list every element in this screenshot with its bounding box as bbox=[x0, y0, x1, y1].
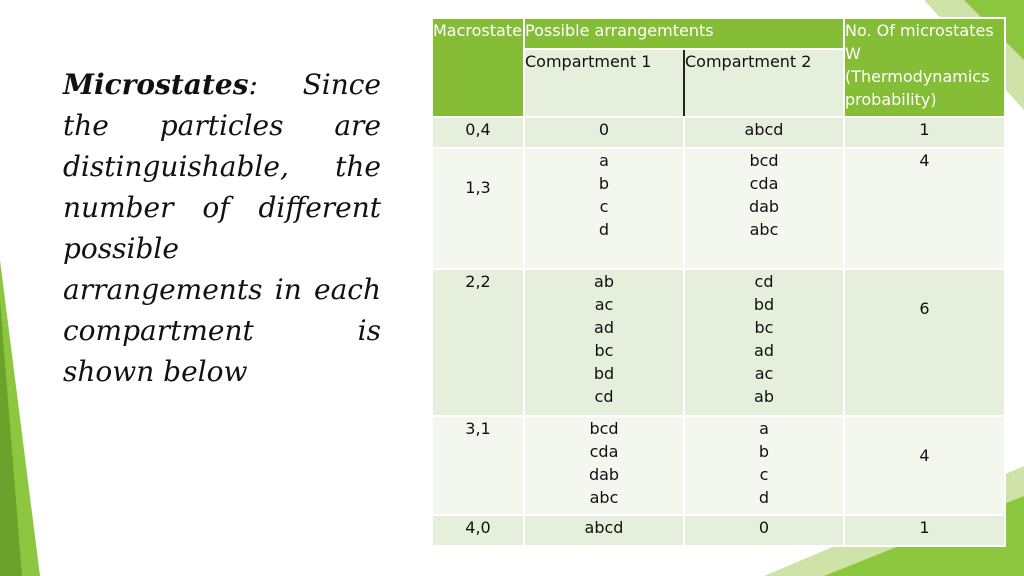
compartment-2-cell: cd bd bc ad ac ab bbox=[684, 269, 844, 416]
description-text: : Since the particles are distinguishable, the number of different possible arrangements in each compartment is shown below bbox=[63, 68, 381, 388]
left-green-accent bbox=[0, 260, 40, 576]
table-row bbox=[432, 117, 1005, 148]
compartment-1-cell: bcd cda dab abc bbox=[524, 416, 684, 515]
macrostate-cell: 1,3 bbox=[432, 148, 524, 269]
macrostate-cell: 0,4 bbox=[432, 117, 524, 148]
macrostate-cell: 2,2 bbox=[432, 269, 524, 416]
microstates-count-cell: 1 bbox=[844, 117, 1005, 148]
header-compartment-2: Compartment 2 bbox=[684, 49, 844, 117]
microstates-count-cell: 6 bbox=[844, 269, 1005, 416]
microstates-term: Microstates bbox=[63, 68, 249, 101]
table-row bbox=[432, 416, 1005, 515]
compartment-2-cell: 0 bbox=[684, 515, 844, 546]
description-paragraph bbox=[63, 64, 381, 392]
table-row bbox=[432, 515, 1005, 546]
header-microstates: No. Of microstates W (Thermodynamics probability) bbox=[844, 18, 1005, 117]
table-row bbox=[432, 269, 1005, 416]
header-macrostate: Macrostate bbox=[432, 18, 524, 117]
compartment-2-cell: a b c d bbox=[684, 416, 844, 515]
microstates-count-cell: 4 bbox=[844, 416, 1005, 515]
table-row bbox=[432, 148, 1005, 269]
microstates-count-cell: 1 bbox=[844, 515, 1005, 546]
header-compartment-1: Compartment 1 bbox=[524, 49, 684, 117]
compartment-2-cell: abcd bbox=[684, 117, 844, 148]
compartment-1-cell: ab ac ad bc bd cd bbox=[524, 269, 684, 416]
compartment-1-cell: a b c d bbox=[524, 148, 684, 269]
compartment-1-cell: abcd bbox=[524, 515, 684, 546]
compartment-1-cell: 0 bbox=[524, 117, 684, 148]
compartment-2-cell: bcd cda dab abc bbox=[684, 148, 844, 269]
macrostate-cell: 3,1 bbox=[432, 416, 524, 515]
microstates-count-cell: 4 bbox=[844, 148, 1005, 269]
microstates-table bbox=[431, 17, 1006, 547]
macrostate-cell: 4,0 bbox=[432, 515, 524, 546]
header-arrangements: Possible arrangemtents bbox=[524, 18, 844, 49]
